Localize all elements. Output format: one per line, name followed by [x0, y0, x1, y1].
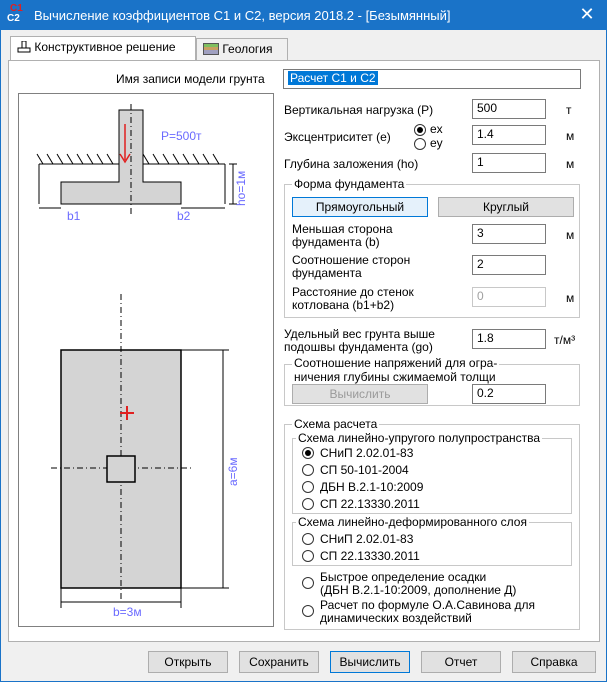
tab-constructive[interactable]: [10, 36, 196, 60]
rect-shape-button[interactable]: Прямоугольный: [292, 197, 428, 217]
foundation-drawing: [18, 93, 274, 627]
depth-label: Глубина заложения (ho): [284, 157, 419, 171]
unit-weight-label-2: подошвы фундамента (go): [284, 340, 433, 354]
tab-constructive-label: Конструктивное решение: [34, 40, 176, 54]
distance-unit: м: [566, 291, 575, 305]
calculate-button[interactable]: Вычислить: [330, 651, 410, 673]
layer-snip-radio[interactable]: [302, 533, 314, 545]
tab-geology[interactable]: [196, 38, 288, 60]
help-button[interactable]: Справка: [512, 651, 596, 673]
distance-label-2: котлована (b1+b2): [292, 298, 395, 312]
eccentricity-input[interactable]: 1.4: [472, 125, 546, 145]
quick-settlement-radio[interactable]: [302, 577, 314, 589]
depth-unit: м: [566, 157, 575, 171]
geology-icon: [203, 43, 219, 55]
layer-sp22-label: СП 22.13330.2011: [320, 549, 420, 563]
elastic-snip-label: СНиП 2.02.01-83: [320, 446, 414, 460]
record-name-value: Расчет С1 и С2: [290, 71, 376, 85]
eccentricity-ex-label: ex: [430, 122, 443, 136]
smaller-side-label-1: Меньшая сторона: [292, 222, 393, 236]
distance-input[interactable]: 0: [472, 287, 546, 307]
open-button[interactable]: Открыть: [148, 651, 228, 673]
foundation-icon: [17, 41, 31, 53]
eccentricity-ey-radio[interactable]: [414, 138, 426, 150]
ho-label: ho=1м: [234, 170, 248, 206]
app-icon: [6, 4, 28, 26]
ratio-input[interactable]: 2: [472, 255, 546, 275]
smaller-side-label-2: фундамента (b): [292, 235, 380, 249]
a-label: a=6м: [226, 457, 240, 486]
eccentricity-label: Эксцентриситет (е): [284, 130, 391, 144]
b1-label: b1: [67, 209, 81, 223]
elastic-sp22-radio[interactable]: [302, 498, 314, 510]
quick-settlement-label-2: (ДБН В.2.1-10:2009, дополнение Д): [320, 583, 517, 597]
elastic-title: Схема линейно-упругого полупространства: [298, 431, 541, 445]
vertical-load-label: Вертикальная нагрузка (Р): [284, 103, 434, 117]
record-name-input[interactable]: [283, 69, 581, 89]
window-title: Вычисление коэффициентов С1 и С2, версия 2018.2 - [Безымянный]: [34, 8, 451, 23]
stress-ratio-input[interactable]: 0.2: [472, 384, 546, 404]
elastic-sp22-label: СП 22.13330.2011: [320, 497, 420, 511]
savinov-label-2: динамических воздействий: [320, 611, 472, 625]
title-bar: [0, 0, 607, 30]
quick-settlement-label-1: Быстрое определение осадки: [320, 570, 487, 584]
column-plan: [107, 456, 135, 482]
layer-snip-label: СНиП 2.02.01-83: [320, 532, 414, 546]
layer-title: Схема линейно-деформированного слоя: [298, 515, 527, 529]
savinov-radio[interactable]: [302, 605, 314, 617]
smaller-side-input[interactable]: 3: [472, 224, 546, 244]
elastic-dbn-label: ДБН В.2.1-10:2009: [320, 480, 424, 494]
ratio-label-2: фундамента: [292, 266, 362, 280]
eccentricity-ex-radio[interactable]: [414, 124, 426, 136]
elastic-sp50-label: СП 50-101-2004: [320, 463, 409, 477]
save-button[interactable]: Сохранить: [239, 651, 319, 673]
b-label: b=3м: [113, 605, 142, 619]
b2-label: b2: [177, 209, 191, 223]
eccentricity-ey-label: ey: [430, 136, 443, 150]
unit-weight-label-1: Удельный вес грунта выше: [284, 327, 435, 341]
vertical-load-input[interactable]: 500: [472, 99, 546, 119]
record-name-label: Имя записи модели грунта: [116, 72, 265, 86]
unit-weight-unit: т/м³: [554, 333, 576, 347]
elastic-dbn-radio[interactable]: [302, 481, 314, 493]
smaller-side-unit: м: [566, 228, 575, 242]
stress-title-1: Соотношение напряжений для огра-: [294, 356, 498, 370]
app-icon-c2: C2: [7, 13, 20, 24]
unit-weight-input[interactable]: 1.8: [472, 329, 546, 349]
scheme-title: Схема расчета: [294, 417, 378, 431]
elastic-snip-radio[interactable]: [302, 447, 314, 459]
ratio-label-1: Соотношение сторон: [292, 253, 411, 267]
savinov-label-1: Расчет по формуле О.А.Савинова для: [320, 598, 535, 612]
round-shape-button[interactable]: Круглый: [438, 197, 574, 217]
depth-input[interactable]: 1: [472, 153, 546, 173]
load-label: P=500т: [161, 129, 202, 143]
distance-label-1: Расстояние до стенок: [292, 285, 414, 299]
app-icon-c1: C1: [10, 3, 23, 14]
eccentricity-unit: м: [566, 129, 575, 143]
report-button[interactable]: Отчет: [421, 651, 501, 673]
shape-title: Форма фундамента: [294, 177, 405, 191]
elastic-sp50-radio[interactable]: [302, 464, 314, 476]
close-button[interactable]: ✕: [579, 4, 595, 24]
tab-geology-label: Геология: [222, 42, 273, 56]
stress-calc-button[interactable]: Вычислить: [292, 384, 428, 404]
stress-title-2: ничения глубины сжимаемой толщи: [294, 370, 496, 384]
layer-sp22-radio[interactable]: [302, 550, 314, 562]
foundation-drawing-svg: [19, 94, 273, 626]
vertical-load-unit: т: [566, 103, 572, 117]
